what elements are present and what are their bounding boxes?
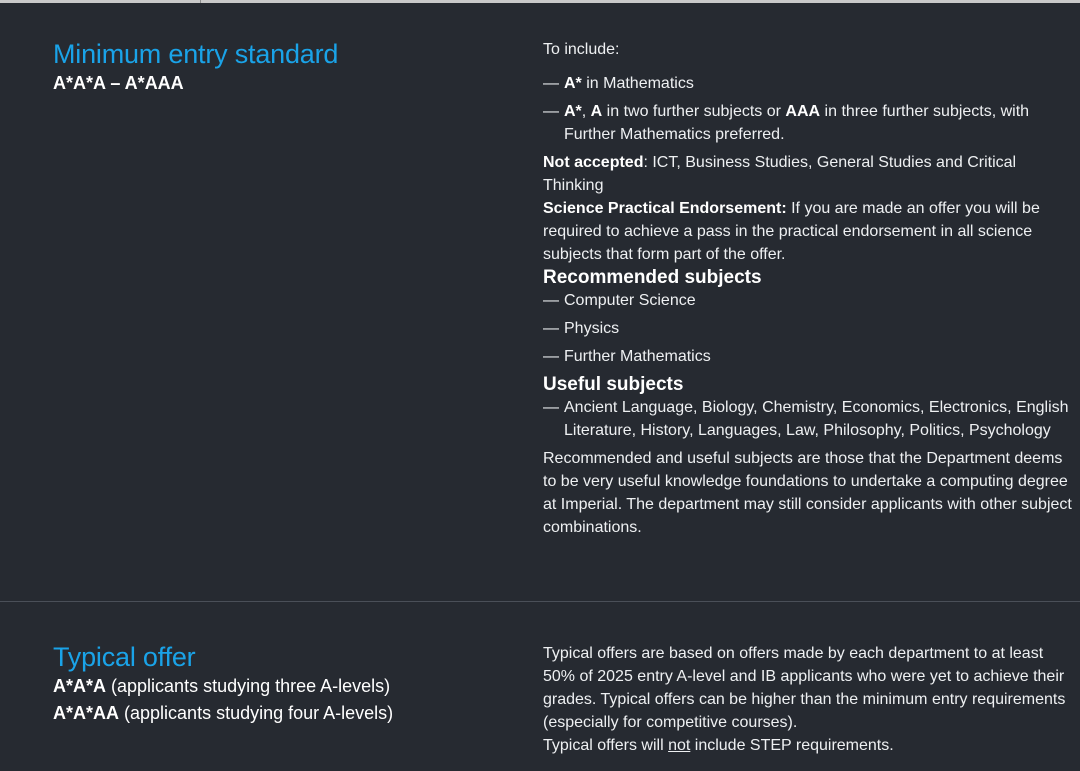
include-item-text: in two further subjects or: [602, 103, 786, 120]
dash-marker: —: [543, 103, 559, 120]
include-item-mathematics: [543, 72, 1077, 95]
subjects-note-paragraph: Recommended and useful subjects are those that the Department deems to be very useful knowledge foundations to undertake a computing degree at Imperial. The department may still consider applicants with other subject combinations.: [543, 450, 1072, 536]
recommended-subjects-heading: Recommended subjects: [543, 267, 762, 288]
useful-subject-text: Ancient Language, Biology, Chemistry, Economics, Electronics, English Literature, History, Languages, Law, Philosophy, Politics, Psychology: [564, 399, 1069, 439]
dash-marker: —: [543, 320, 559, 337]
recommended-subject-item: [543, 289, 1077, 312]
dash-marker: —: [543, 348, 559, 365]
not-accepted-text: : ICT, Business Studies, General Studies and Critical Thinking: [543, 154, 1017, 194]
typical-offer-summary: [53, 640, 393, 727]
typical-offer-note: (applicants studying three A-levels): [106, 676, 391, 696]
useful-subject-item: [543, 396, 1077, 442]
science-practical-paragraph: [543, 197, 1077, 266]
include-item-text: in three further subjects, with Further Mathematics preferred.: [564, 103, 1030, 143]
to-include-label: To include:: [543, 41, 620, 58]
dash-marker: —: [543, 292, 559, 309]
grade-bold: AAA: [785, 103, 821, 120]
grade-bold: A: [590, 103, 603, 120]
entry-standard-grade: A*A*A – A*AAA: [53, 73, 184, 93]
science-practical-text: If you are made an offer you will be required to achieve a pass in the practical endorsement in all science subjects that form part of the offer.: [543, 200, 1040, 263]
recommended-subject-item: [543, 317, 1077, 340]
typical-offer-four-alevels: [53, 700, 393, 727]
step-text-before: Typical offers will: [543, 737, 669, 754]
typical-offer-section: [0, 602, 1080, 771]
recommended-subject-text: Computer Science: [564, 292, 696, 309]
dash-marker: —: [543, 399, 559, 416]
grade-bold: A*: [564, 75, 582, 92]
grade-bold: A*: [564, 103, 582, 120]
not-accepted-label: Not accepted: [543, 154, 644, 171]
typical-offer-three-alevels: [53, 673, 393, 700]
entry-standard-summary: [53, 37, 338, 97]
step-requirement-note: [543, 734, 1077, 757]
useful-subjects-heading: Useful subjects: [543, 374, 684, 395]
include-item-further-subjects: [543, 100, 1077, 146]
step-text-emphasis: not: [668, 737, 691, 754]
entry-standard-heading: Minimum entry standard: [53, 39, 339, 69]
recommended-subject-text: Further Mathematics: [564, 348, 711, 365]
separator-text: ,: [581, 103, 591, 120]
typical-offer-heading: Typical offer: [53, 642, 196, 672]
recommended-subject-item: [543, 345, 1077, 368]
step-text-after: include STEP requirements.: [690, 737, 894, 754]
science-practical-label: Science Practical Endorsement:: [543, 200, 787, 217]
recommended-subject-text: Physics: [564, 320, 620, 337]
typical-offer-grade: A*A*AA: [53, 703, 120, 723]
dash-marker: —: [543, 75, 559, 92]
entry-standard-section: [0, 3, 1080, 601]
typical-offer-description: Typical offers are based on offers made by each department to at least 50% of 2025 entry A-level and IB applicants who were yet to achieve their grades. Typical offers can be higher than the minimum entry requirements (especially for competitive courses).: [543, 645, 1066, 731]
include-item-text: in Mathematics: [581, 75, 694, 92]
typical-offer-note: (applicants studying four A-levels): [119, 703, 394, 723]
not-accepted-paragraph: [543, 151, 1077, 197]
typical-offer-grade: A*A*A: [53, 676, 107, 696]
typical-offer-details: [543, 642, 1077, 757]
entry-standard-details: [543, 38, 1077, 539]
